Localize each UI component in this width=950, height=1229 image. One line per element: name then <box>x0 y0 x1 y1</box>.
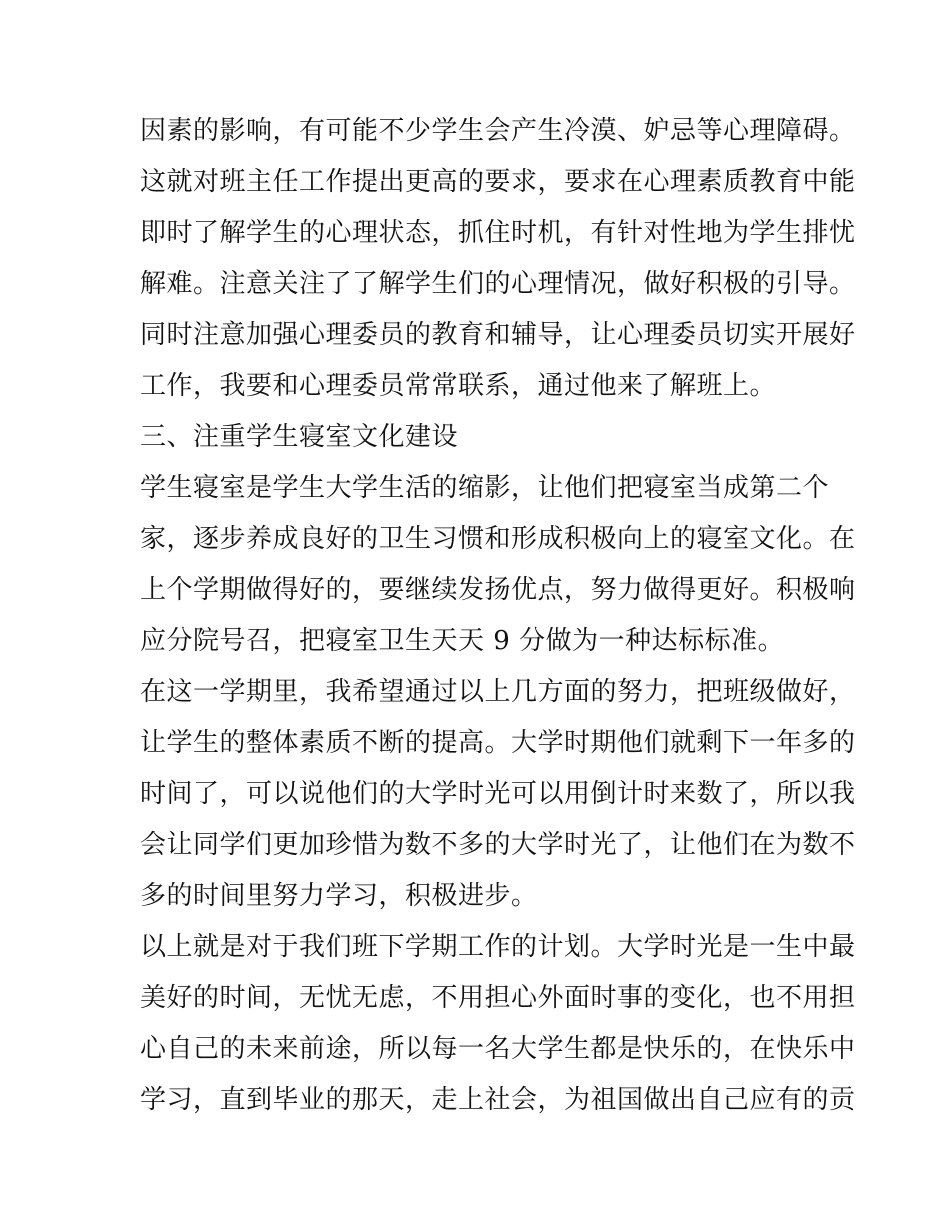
text-line: 这就对班主任工作提出更高的要求，要求在心理素质教育中能 <box>140 167 856 197</box>
text-line: 应分院号召，把寝室卫生天天 9 分做为一种达标标准。 <box>140 626 785 656</box>
text-line: 学生寝室是学生大学生活的缩影，让他们把寝室当成第二个 <box>140 473 830 503</box>
text-line: 会让同学们更加珍惜为数不多的大学时光了，让他们在为数不 <box>140 830 856 860</box>
text-line: 心自己的未来前途，所以每一名大学生都是快乐的，在快乐中 <box>140 1034 856 1064</box>
text-line: 因素的影响，有可能不少学生会产生冷漠、妒忌等心理障碍。 <box>140 116 856 146</box>
text-line: 美好的时间，无忧无虑，不用担心外面时事的变化，也不用担 <box>140 983 856 1013</box>
text-line: 上个学期做得好的，要继续发扬优点，努力做得更好。积极响 <box>140 575 856 605</box>
text-line: 多的时间里努力学习，积极进步。 <box>140 881 538 911</box>
text-line: 解难。注意关注了了解学生们的心理情况，做好积极的引导。 <box>140 269 856 299</box>
text-line: 家，逐步养成良好的卫生习惯和形成积极向上的寝室文化。在 <box>140 524 856 554</box>
body-text <box>140 106 856 1126</box>
text-line: 工作，我要和心理委员常常联系，通过他来了解班上。 <box>140 371 777 401</box>
text-line: 以上就是对于我们班下学期工作的计划。大学时光是一生中最 <box>140 932 856 962</box>
text-line: 在这一学期里，我希望通过以上几方面的努力，把班级做好， <box>140 677 856 707</box>
text-line: 即时了解学生的心理状态，抓住时机，有针对性地为学生排忧 <box>140 218 856 248</box>
text-line: 同时注意加强心理委员的教育和辅导，让心理委员切实开展好 <box>140 320 856 350</box>
text-line: 让学生的整体素质不断的提高。大学时期他们就剩下一年多的 <box>140 728 856 758</box>
section-heading: 三、注重学生寝室文化建设 <box>140 422 459 452</box>
text-line: 学习，直到毕业的那天，走上社会，为祖国做出自己应有的贡 <box>140 1085 856 1115</box>
text-line: 时间了，可以说他们的大学时光可以用倒计时来数了，所以我 <box>140 779 856 809</box>
